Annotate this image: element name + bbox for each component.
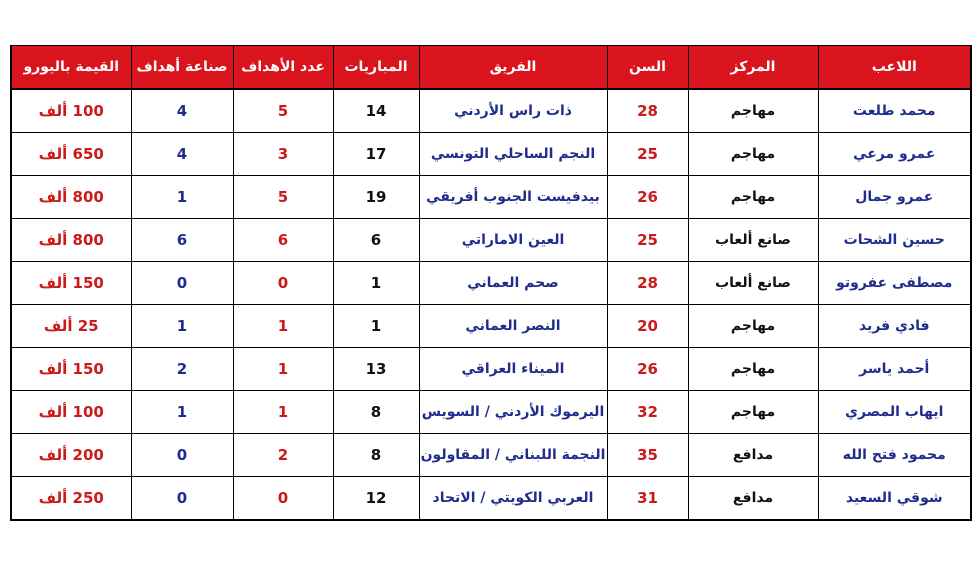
- cell-age: 28: [607, 262, 688, 305]
- table-row: [11, 434, 971, 477]
- cell-player: عمرو جمال: [818, 176, 971, 219]
- cell-team: النجم الساحلي التونسي: [419, 133, 607, 176]
- cell-team: صحم العماني: [419, 262, 607, 305]
- cell-value: 650 ألف: [11, 133, 131, 176]
- cell-age: 20: [607, 305, 688, 348]
- cell-matches: 8: [333, 391, 419, 434]
- cell-player: شوقي السعيد: [818, 477, 971, 521]
- cell-age: 25: [607, 219, 688, 262]
- cell-assists: 1: [131, 176, 233, 219]
- cell-position: مهاجم: [688, 348, 818, 391]
- table-row: [11, 133, 971, 176]
- cell-age: 28: [607, 89, 688, 133]
- table-row: [11, 262, 971, 305]
- cell-team: النجمة اللبناني / المقاولون: [419, 434, 607, 477]
- cell-team: الميناء العراقي: [419, 348, 607, 391]
- cell-matches: 17: [333, 133, 419, 176]
- table-row: [11, 477, 971, 521]
- cell-matches: 14: [333, 89, 419, 133]
- cell-position: مهاجم: [688, 391, 818, 434]
- cell-matches: 12: [333, 477, 419, 521]
- cell-goals: 0: [233, 262, 333, 305]
- table-row: [11, 176, 971, 219]
- cell-position: مهاجم: [688, 176, 818, 219]
- cell-age: 35: [607, 434, 688, 477]
- header-matches: المباريات: [333, 46, 419, 90]
- cell-position: مهاجم: [688, 305, 818, 348]
- cell-value: 800 ألف: [11, 219, 131, 262]
- table-row: [11, 305, 971, 348]
- header-team: الفريق: [419, 46, 607, 90]
- cell-value: 250 ألف: [11, 477, 131, 521]
- cell-player: أحمد ياسر: [818, 348, 971, 391]
- cell-assists: 1: [131, 391, 233, 434]
- cell-assists: 4: [131, 89, 233, 133]
- cell-player: عمرو مرعي: [818, 133, 971, 176]
- cell-matches: 13: [333, 348, 419, 391]
- header-player: اللاعب: [818, 46, 971, 90]
- cell-value: 200 ألف: [11, 434, 131, 477]
- cell-team: ذات راس الأردني: [419, 89, 607, 133]
- players-table-container: [10, 45, 970, 521]
- cell-team: النصر العماني: [419, 305, 607, 348]
- table-row: [11, 219, 971, 262]
- cell-goals: 0: [233, 477, 333, 521]
- cell-matches: 19: [333, 176, 419, 219]
- header-value: القيمة باليورو: [11, 46, 131, 90]
- header-age: السن: [607, 46, 688, 90]
- cell-position: مهاجم: [688, 89, 818, 133]
- cell-matches: 1: [333, 262, 419, 305]
- cell-value: 100 ألف: [11, 89, 131, 133]
- cell-goals: 1: [233, 391, 333, 434]
- header-row: [11, 46, 971, 90]
- cell-value: 25 ألف: [11, 305, 131, 348]
- cell-player: محمد طلعت: [818, 89, 971, 133]
- cell-age: 32: [607, 391, 688, 434]
- cell-goals: 1: [233, 348, 333, 391]
- cell-player: مصطفى عفروتو: [818, 262, 971, 305]
- cell-position: مهاجم: [688, 133, 818, 176]
- cell-team: العين الاماراتي: [419, 219, 607, 262]
- header-position: المركز: [688, 46, 818, 90]
- header-assists: صناعة أهداف: [131, 46, 233, 90]
- cell-age: 26: [607, 348, 688, 391]
- cell-team: العربي الكويتي / الاتحاد: [419, 477, 607, 521]
- cell-value: 100 ألف: [11, 391, 131, 434]
- cell-age: 26: [607, 176, 688, 219]
- cell-age: 31: [607, 477, 688, 521]
- cell-age: 25: [607, 133, 688, 176]
- cell-team: اليرموك الأردني / السويس: [419, 391, 607, 434]
- cell-assists: 0: [131, 477, 233, 521]
- cell-goals: 5: [233, 176, 333, 219]
- cell-position: مدافع: [688, 434, 818, 477]
- cell-value: 150 ألف: [11, 348, 131, 391]
- cell-value: 800 ألف: [11, 176, 131, 219]
- cell-goals: 6: [233, 219, 333, 262]
- cell-assists: 2: [131, 348, 233, 391]
- cell-goals: 3: [233, 133, 333, 176]
- cell-matches: 1: [333, 305, 419, 348]
- table-row: [11, 391, 971, 434]
- cell-goals: 2: [233, 434, 333, 477]
- cell-assists: 4: [131, 133, 233, 176]
- cell-position: مدافع: [688, 477, 818, 521]
- cell-goals: 5: [233, 89, 333, 133]
- cell-player: محمود فتح الله: [818, 434, 971, 477]
- cell-player: فادي فريد: [818, 305, 971, 348]
- cell-position: صانع ألعاب: [688, 219, 818, 262]
- cell-assists: 1: [131, 305, 233, 348]
- cell-position: صانع ألعاب: [688, 262, 818, 305]
- players-table: [10, 45, 972, 521]
- cell-assists: 0: [131, 434, 233, 477]
- cell-value: 150 ألف: [11, 262, 131, 305]
- cell-team: بيدفيست الجنوب أفريقي: [419, 176, 607, 219]
- cell-assists: 0: [131, 262, 233, 305]
- cell-matches: 6: [333, 219, 419, 262]
- cell-player: ايهاب المصري: [818, 391, 971, 434]
- cell-assists: 6: [131, 219, 233, 262]
- cell-goals: 1: [233, 305, 333, 348]
- cell-matches: 8: [333, 434, 419, 477]
- header-goals: عدد الأهداف: [233, 46, 333, 90]
- cell-player: حسين الشحات: [818, 219, 971, 262]
- table-row: [11, 348, 971, 391]
- table-row: [11, 89, 971, 133]
